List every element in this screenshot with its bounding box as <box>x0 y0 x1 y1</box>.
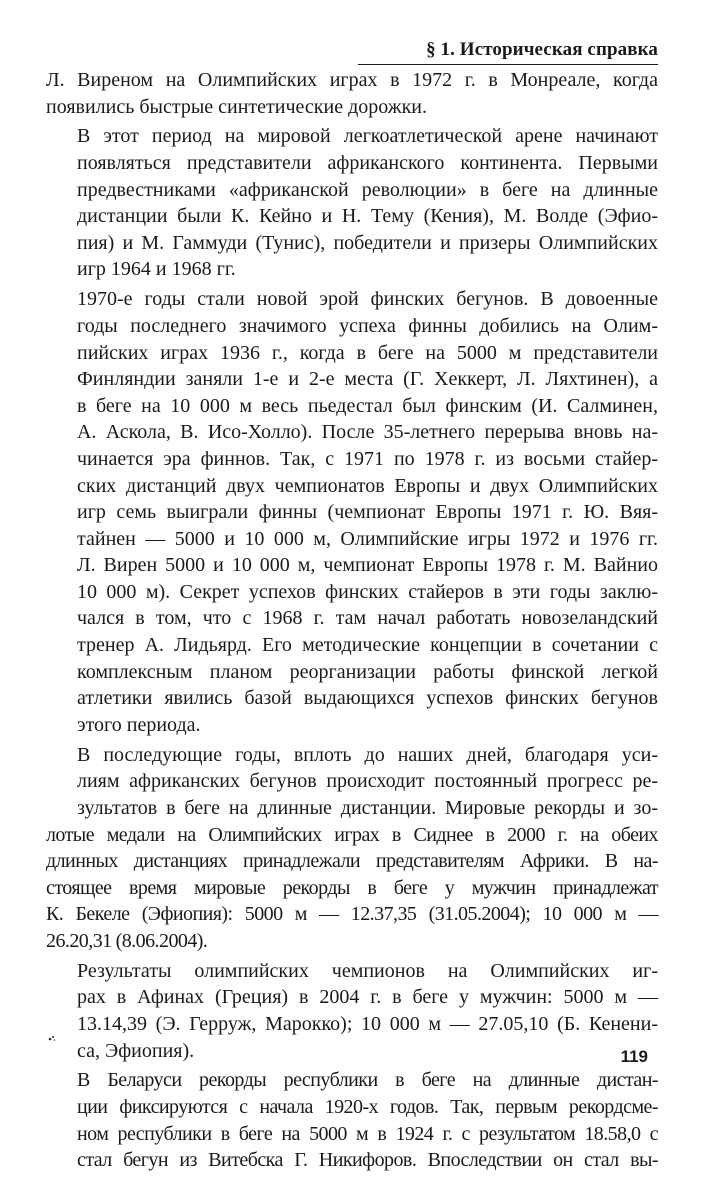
text-line: этого периода. <box>77 713 201 736</box>
text-line: пийских играх 1936 г., когда в беге на 5000 м представители <box>77 341 658 364</box>
text-line: са, Эфиопия). <box>77 1039 195 1062</box>
text-line: чинается эра финнов. Так, с 1971 по 1978 г. из восьми стайер- <box>77 447 658 470</box>
paragraph <box>46 67 658 120</box>
text-line: лиям африканских бегунов происходит постоянный прогресс ре- <box>77 770 658 793</box>
text-line: в беге на 10 000 м весь пьедестал был финским (И. Салминен, <box>77 394 658 417</box>
text-line: зультатов в беге на длинные дистанции. Мировые рекорды и зо- <box>77 796 658 819</box>
running-head: § 1. Историческая справка <box>426 39 658 60</box>
text-line: Результаты олимпийских чемпионов на Олимпийских иг- <box>77 959 658 982</box>
text-line: В этот период на мировой легкоатлетической арене начинают <box>77 125 658 148</box>
text-line: стоящее время мировые рекорды в беге у мужчин принадлежат <box>46 876 658 899</box>
text-line: тайнен — 5000 и 10 000 м, Олимпийские игры 1972 и 1976 гг. <box>77 527 658 550</box>
text-line: 10 000 м). Секрет успехов финских стайеров в эти годы заклю- <box>77 580 658 603</box>
text-line: 1970-е годы стали новой эрой финских бегунов. В довоенные <box>77 288 658 311</box>
paragraph <box>46 1067 658 1173</box>
paragraph <box>46 742 658 822</box>
body-text <box>46 67 658 1177</box>
text-line: комплексным планом реорганизации работы финской легкой <box>77 660 658 683</box>
running-head-rule <box>358 64 658 65</box>
text-line: Финляндии заняли 1-е и 2-е места (Г. Хеккерт, Л. Ляхтинен), а <box>77 368 658 391</box>
text-line: появляться представители африканского континента. Первыми <box>77 152 658 175</box>
paragraph <box>46 822 658 955</box>
text-line: К. Бекеле (Эфиопия): 5000 м — 12.37,35 (31.05.2004); 10 000 м — <box>46 903 658 926</box>
text-line: появились быстрые синтетические дорожки. <box>46 95 428 118</box>
text-line: ции фиксируются с начала 1920-х годов. Так, первым рекордсме- <box>77 1096 658 1119</box>
text-line: игр 1964 и 1968 гг. <box>77 258 236 281</box>
text-line: предвестниками «африканской революции» в беге на длинные <box>77 178 658 201</box>
text-line: рах в Афинах (Греция) в 2004 г. в беге у мужчин: 5000 м — <box>77 986 658 1009</box>
text-line: лотые медали на Олимпийских играх в Сиднее в 2000 г. на обеих <box>46 823 658 846</box>
book-page <box>46 0 658 1172</box>
text-line: тренер А. Лидьярд. Его методические концепции в сочетании с <box>77 634 658 657</box>
text-line: 26.20,31 (8.06.2004). <box>46 929 208 952</box>
text-line: годы последнего значимого успеха финны добились на Олим- <box>77 314 658 337</box>
paragraph <box>46 286 658 738</box>
text-line: ских дистанций двух чемпионатов Европы и двух Олимпийских <box>77 474 658 497</box>
text-line: Л. Виреном на Олимпийских играх в 1972 г. в Монреале, когда <box>46 69 658 91</box>
text-line: стал бегун из Витебска Г. Никифоров. Впоследствии он стал вы- <box>77 1149 658 1172</box>
text-line: длинных дистанциях принадлежали представителям Африки. В на- <box>46 850 658 873</box>
text-line: чался в том, что с 1968 г. там начал работать новозеландский <box>77 607 658 630</box>
text-line: А. Аскола, В. Исо-Холло). После 35-летнего перерыва вновь на- <box>77 421 658 444</box>
text-line: пия) и М. Гаммуди (Тунис), победители и призеры Олимпийских <box>77 231 658 254</box>
text-line: ном республики в беге на 5000 м в 1924 г. с результатом 18.58,0 с <box>77 1122 658 1145</box>
text-line: дистанции были К. Кейно и Н. Тему (Кения), М. Волде (Эфио- <box>77 205 658 228</box>
ink-speck <box>47 1034 57 1042</box>
paragraph <box>46 123 658 283</box>
text-line: игр семь выиграли финны (чемпионат Европы 1971 г. Ю. Вяя- <box>77 501 658 524</box>
text-line: В последующие годы, вплоть до наших дней, благодаря уси- <box>77 743 658 766</box>
text-line: В Беларуси рекорды республики в беге на длинные дистан- <box>77 1069 658 1092</box>
paragraph <box>46 958 658 1064</box>
text-line: Л. Вирен 5000 и 10 000 м, чемпионат Европы 1978 г. М. Вайнио <box>77 554 658 577</box>
text-line: атлетики явились базой выдающихся успехов финских бегунов <box>77 687 658 710</box>
page-number: 119 <box>620 1047 648 1066</box>
text-line: 13.14,39 (Э. Герруж, Марокко); 10 000 м — 27.05,10 (Б. Кенени- <box>77 1012 658 1035</box>
